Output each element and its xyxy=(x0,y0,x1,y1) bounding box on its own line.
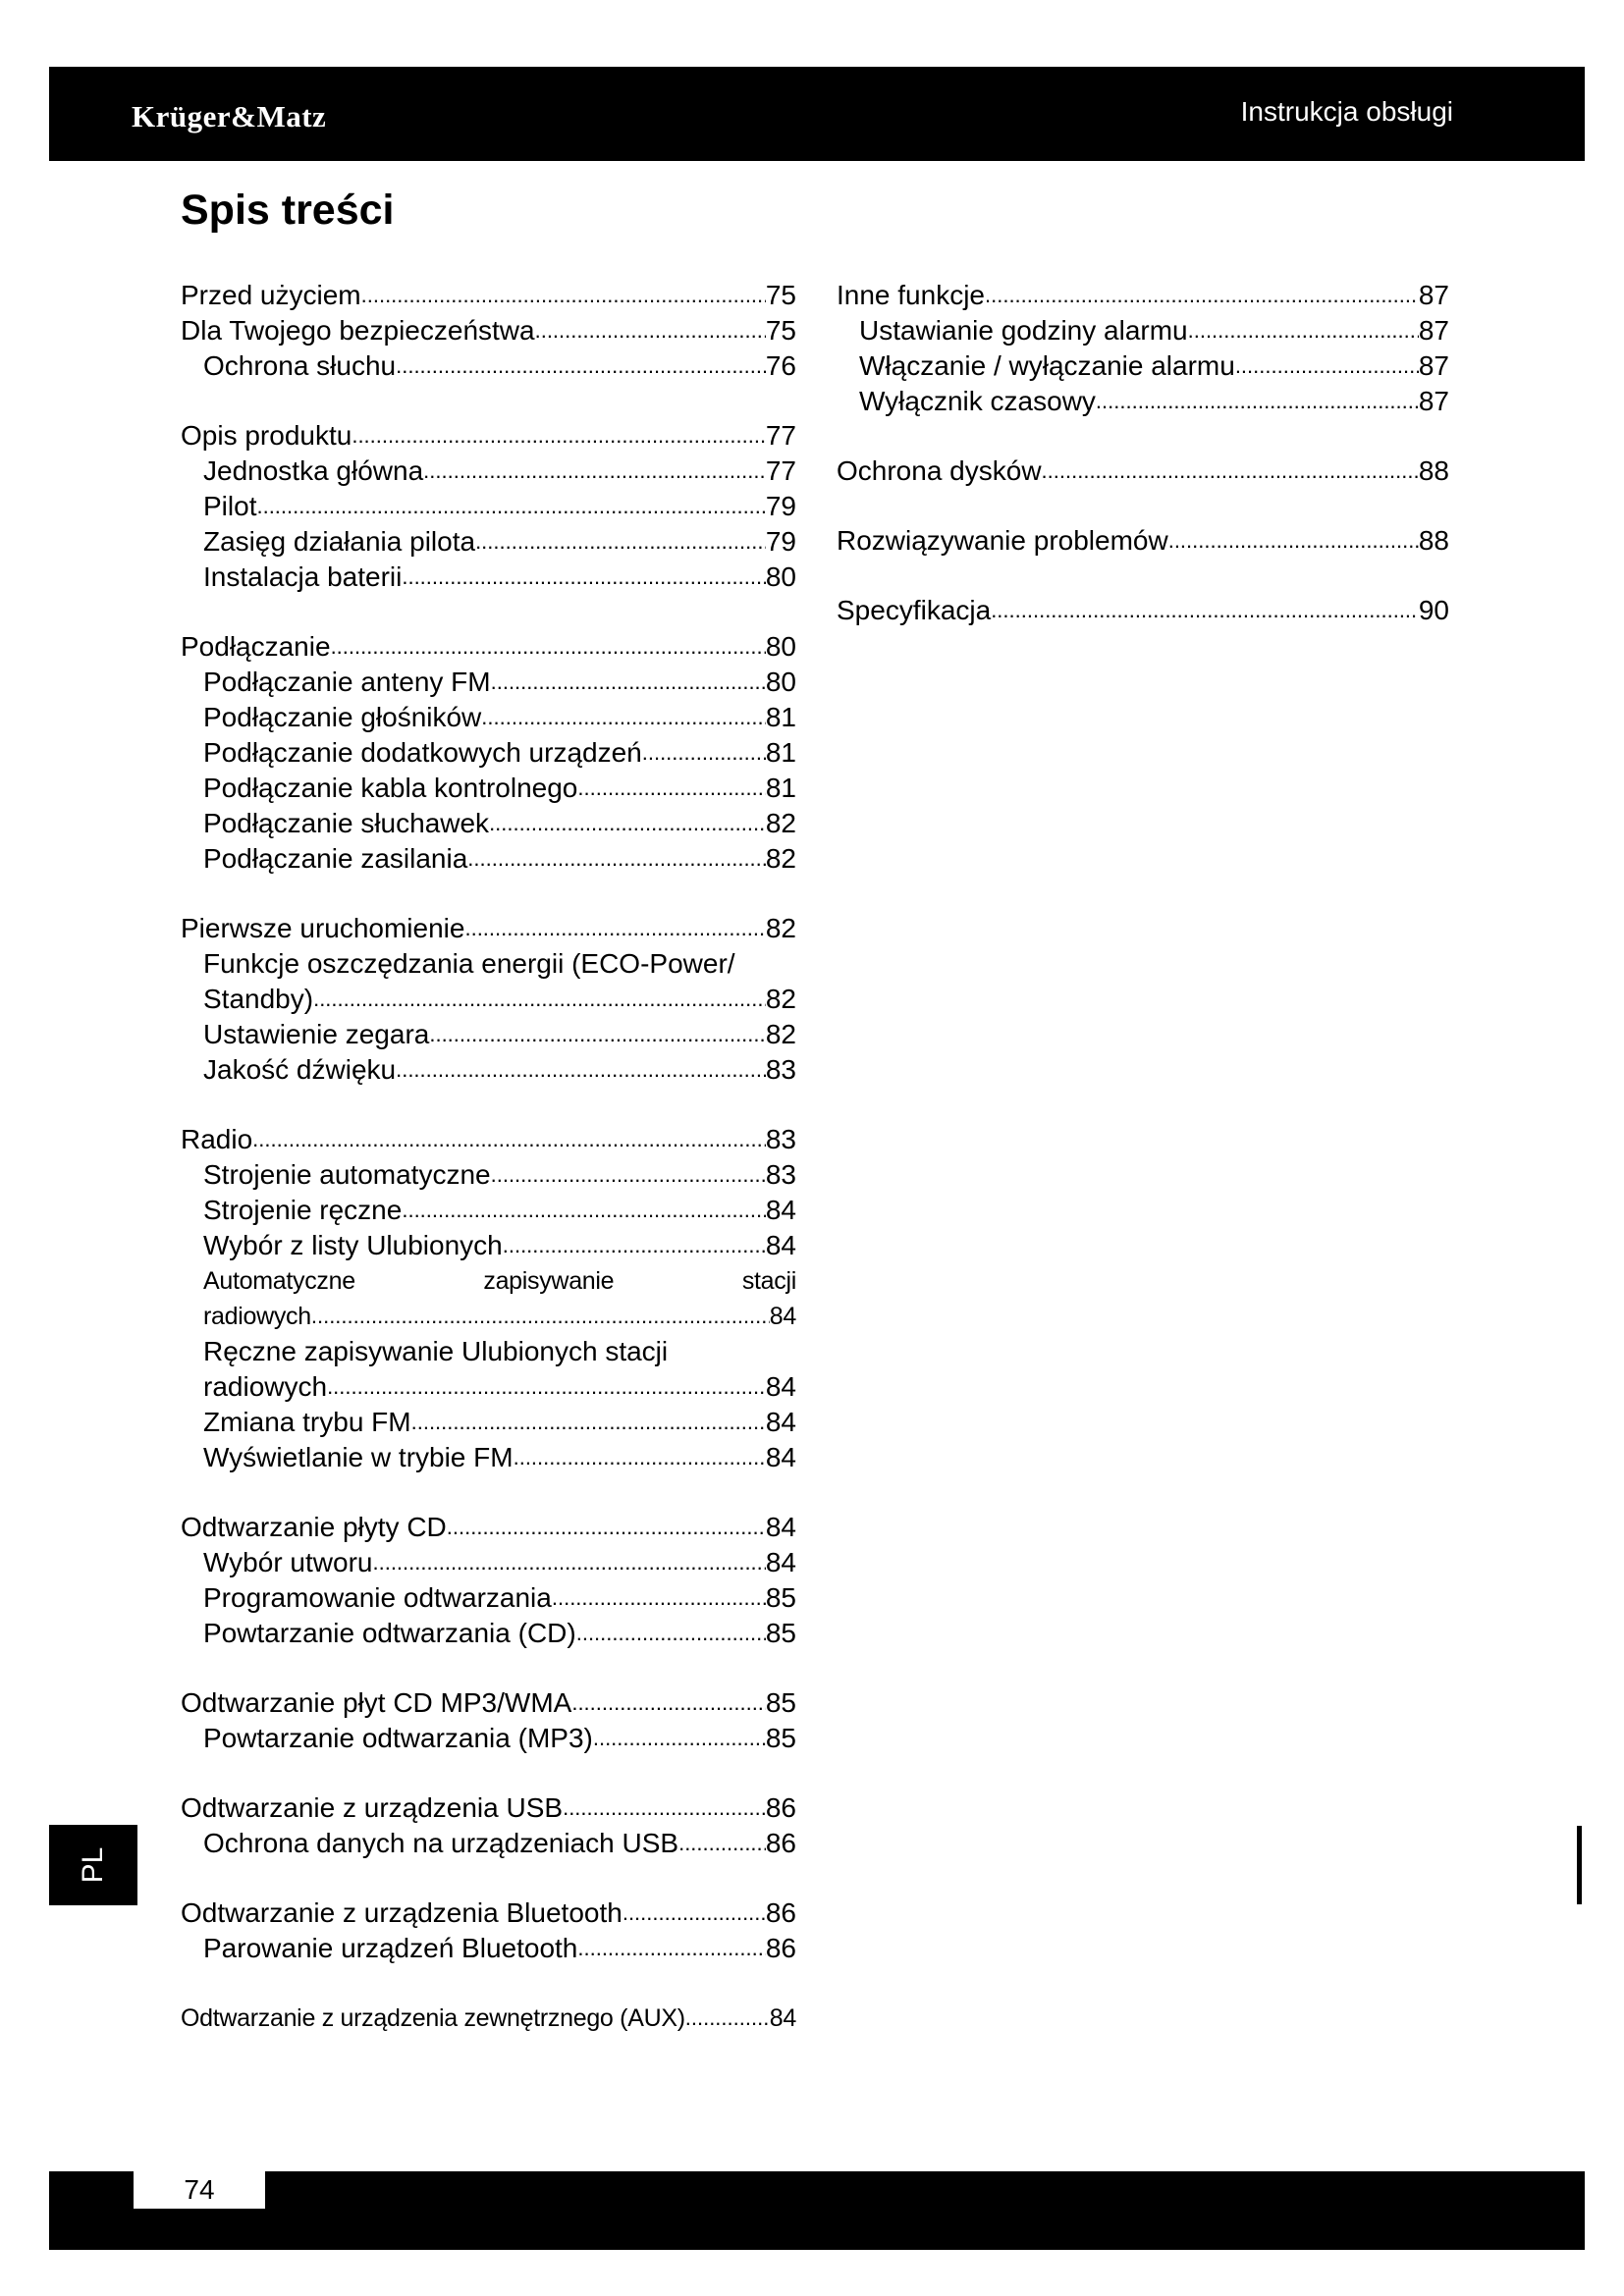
toc-entry-page: 79 xyxy=(765,491,796,521)
page-number: 74 xyxy=(134,2171,265,2209)
toc-entry-label: Wybór utworu xyxy=(203,1547,373,1577)
toc-entry-label: Opis produktu xyxy=(181,420,352,451)
toc-group xyxy=(181,418,796,595)
toc-entry[interactable] xyxy=(181,1228,796,1263)
toc-leader-dots xyxy=(1096,384,1419,419)
toc-entry-page: 84 xyxy=(765,1512,796,1542)
toc-leader-dots xyxy=(423,454,766,489)
toc-entry-label: Włączanie / wyłączanie alarmu xyxy=(859,350,1235,381)
toc-entry-page: 86 xyxy=(765,1792,796,1823)
toc-entry-label: Ochrona słuchu xyxy=(203,350,397,381)
toc-entry-page: 82 xyxy=(765,843,796,874)
toc-entry-label: Rozwiązywanie problemów xyxy=(837,525,1168,556)
toc-entry-page: 77 xyxy=(765,420,796,451)
toc-entry-label: Powtarzanie odtwarzania (MP3) xyxy=(203,1723,593,1753)
toc-entry[interactable] xyxy=(181,1510,796,1545)
toc-entry[interactable] xyxy=(181,911,796,946)
toc-group xyxy=(181,1510,796,1651)
toc-entry[interactable] xyxy=(181,418,796,454)
header-bar xyxy=(49,67,1585,161)
toc-entry[interactable] xyxy=(181,278,796,313)
toc-entry[interactable] xyxy=(181,841,796,877)
language-tab-label: PL xyxy=(77,1846,109,1884)
toc-leader-dots xyxy=(576,1616,766,1651)
toc-group xyxy=(181,1685,796,1756)
toc-entry[interactable] xyxy=(181,1157,796,1193)
toc-leader-dots xyxy=(491,665,766,700)
toc-entry[interactable] xyxy=(181,348,796,384)
toc-entry-label: Odtwarzanie płyty CD xyxy=(181,1512,447,1542)
toc-entry[interactable] xyxy=(837,593,1449,628)
toc-entry-label: Strojenie automatyczne xyxy=(203,1159,491,1190)
toc-entry-page: 85 xyxy=(765,1723,796,1753)
toc-entry-label: Wyświetlanie w trybie FM xyxy=(203,1442,514,1472)
page-title: Spis treści xyxy=(181,187,395,234)
toc-entry-page: 75 xyxy=(765,315,796,346)
toc-leader-dots xyxy=(402,560,766,595)
toc-entry-label: Zmiana trybu FM xyxy=(203,1407,411,1437)
toc-leader-dots xyxy=(1235,348,1419,384)
toc-entry-page: 87 xyxy=(1418,350,1449,381)
toc-entry-label: Podłączanie xyxy=(181,631,331,662)
toc-entry-page: 83 xyxy=(765,1054,796,1085)
toc-entry-label: Radio xyxy=(181,1124,253,1154)
toc-entry-page: 84 xyxy=(765,1230,796,1260)
toc-leader-dots xyxy=(577,771,765,806)
toc-group xyxy=(181,1790,796,1861)
toc-entry-page: 84 xyxy=(765,1195,796,1225)
toc-group xyxy=(181,1896,796,1966)
toc-leader-dots xyxy=(352,418,766,454)
toc-entry[interactable] xyxy=(181,629,796,665)
toc-leader-dots xyxy=(1042,454,1419,489)
toc-entry-label: Powtarzanie odtwarzania (CD) xyxy=(203,1618,576,1648)
toc-entry[interactable] xyxy=(837,523,1449,559)
toc-leader-dots xyxy=(402,1193,766,1228)
toc-entry-label: Strojenie ręczne xyxy=(203,1195,403,1225)
toc-entry-page: 80 xyxy=(765,561,796,592)
toc-entry-label: Ochrona danych na urządzeniach USB xyxy=(203,1828,679,1858)
toc-entry[interactable] xyxy=(181,806,796,841)
toc-entry[interactable] xyxy=(181,1369,796,1405)
toc-entry-label: Standby) xyxy=(203,984,314,1014)
toc-entry[interactable] xyxy=(181,1052,796,1088)
toc-entry-label: Podłączanie dodatkowych urządzeń xyxy=(203,737,642,768)
toc-entry[interactable] xyxy=(181,771,796,806)
header-title: Instrukcja obsługi xyxy=(1240,96,1453,127)
toc-group xyxy=(837,278,1449,419)
toc-entry[interactable] xyxy=(837,313,1449,348)
toc-entry-page: 81 xyxy=(765,702,796,732)
toc-group xyxy=(181,911,796,1088)
toc-leader-dots xyxy=(464,911,765,946)
toc-entry[interactable] xyxy=(181,1685,796,1721)
toc-entry-label: Instalacja baterii xyxy=(203,561,403,592)
toc-leader-dots xyxy=(985,278,1419,313)
toc-entry[interactable] xyxy=(181,700,796,735)
toc-group xyxy=(181,278,796,384)
toc-leader-dots xyxy=(396,1052,766,1088)
toc-entry-page: 84 xyxy=(765,1547,796,1577)
toc-leader-dots xyxy=(467,841,766,877)
toc-leader-dots xyxy=(563,1790,766,1826)
toc-entry[interactable] xyxy=(181,1405,796,1440)
toc-entry[interactable] xyxy=(181,454,796,489)
toc-entry-page: 83 xyxy=(765,1159,796,1190)
toc-entry[interactable] xyxy=(181,1299,796,1334)
toc-entry-page: 87 xyxy=(1418,386,1449,416)
toc-entry[interactable] xyxy=(181,1122,796,1157)
toc-entry-label: Podłączanie słuchawek xyxy=(203,808,490,838)
toc-entry-page: 84 xyxy=(769,1303,796,1330)
toc-entry[interactable] xyxy=(181,1334,796,1369)
toc-entry[interactable] xyxy=(181,665,796,700)
toc-leader-dots xyxy=(593,1721,766,1756)
toc-entry-label: Pilot xyxy=(203,491,257,521)
toc-leader-dots xyxy=(396,348,766,384)
toc-leader-dots xyxy=(991,593,1419,628)
toc-entry-label: Pierwsze uruchomienie xyxy=(181,913,465,943)
toc-entry-page: 80 xyxy=(765,631,796,662)
toc-leader-dots xyxy=(685,2001,770,2036)
toc-leader-dots xyxy=(256,489,765,524)
toc-entry[interactable] xyxy=(181,1616,796,1651)
toc-entry-page: 86 xyxy=(765,1897,796,1928)
toc-entry-page: 86 xyxy=(765,1828,796,1858)
toc-entry-label: Jakość dźwięku xyxy=(203,1054,397,1085)
toc-leader-dots xyxy=(447,1510,766,1545)
toc-entry[interactable] xyxy=(181,1790,796,1826)
toc-group xyxy=(181,629,796,877)
toc-leader-dots xyxy=(311,1299,770,1334)
toc-entry-page: 77 xyxy=(765,455,796,486)
toc-leader-dots xyxy=(327,1369,766,1405)
toc-entry[interactable] xyxy=(181,1826,796,1861)
toc-entry-page: 84 xyxy=(769,2004,796,2032)
toc-entry-label: Automatyczne zapisywanie stacji xyxy=(203,1267,796,1295)
toc-leader-dots xyxy=(1188,313,1419,348)
toc-entry-label: Funkcje oszczędzania energii (ECO-Power/ xyxy=(203,948,735,979)
toc-entry-page: 75 xyxy=(765,280,796,310)
toc-leader-dots xyxy=(411,1405,766,1440)
toc-group xyxy=(181,1122,796,1475)
toc-entry-page: 86 xyxy=(765,1933,796,1963)
toc-leader-dots xyxy=(313,982,766,1017)
toc-entry-label: Odtwarzanie płyt CD MP3/WMA xyxy=(181,1687,572,1718)
toc-entry-label: Zasięg działania pilota xyxy=(203,526,476,557)
toc-entry[interactable] xyxy=(837,454,1449,489)
toc-leader-dots xyxy=(514,1440,766,1475)
toc-leader-dots xyxy=(1168,523,1419,559)
toc-entry[interactable] xyxy=(837,278,1449,313)
toc-entry-label: Wybór z listy Ulubionych xyxy=(203,1230,503,1260)
toc-leader-dots xyxy=(623,1896,766,1931)
toc-entry-label: Odtwarzanie z urządzenia zewnętrznego (AUX) xyxy=(181,2004,685,2032)
toc-entry-label: Odtwarzanie z urządzenia Bluetooth xyxy=(181,1897,623,1928)
toc-entry-label: Ochrona dysków xyxy=(837,455,1042,486)
toc-left-column xyxy=(181,278,796,2070)
toc-entry[interactable] xyxy=(181,489,796,524)
toc-entry[interactable] xyxy=(181,1440,796,1475)
toc-entry-page: 81 xyxy=(765,737,796,768)
toc-entry-page: 82 xyxy=(765,1019,796,1049)
toc-entry[interactable] xyxy=(181,1193,796,1228)
toc-entry[interactable] xyxy=(181,946,796,982)
toc-entry[interactable] xyxy=(181,560,796,595)
toc-entry-page: 80 xyxy=(765,667,796,697)
toc-entry[interactable] xyxy=(837,384,1449,419)
toc-entry-label: Podłączanie anteny FM xyxy=(203,667,491,697)
toc-entry-page: 76 xyxy=(765,350,796,381)
toc-entry-label: Programowanie odtwarzania xyxy=(203,1582,552,1613)
toc-entry-page: 81 xyxy=(765,773,796,803)
toc-leader-dots xyxy=(491,1157,766,1193)
toc-group xyxy=(837,593,1449,628)
toc-entry-label: Ręczne zapisywanie Ulubionych stacji xyxy=(203,1336,669,1366)
toc-leader-dots xyxy=(429,1017,766,1052)
toc-entry[interactable] xyxy=(181,1896,796,1931)
toc-right-column xyxy=(837,278,1449,663)
toc-entry-label: Odtwarzanie z urządzenia USB xyxy=(181,1792,564,1823)
toc-entry[interactable] xyxy=(181,982,796,1017)
toc-entry[interactable] xyxy=(181,1263,796,1299)
toc-entry-page: 85 xyxy=(765,1582,796,1613)
toc-entry-label: Parowanie urządzeń Bluetooth xyxy=(203,1933,578,1963)
toc-entry-page: 83 xyxy=(765,1124,796,1154)
toc-entry-label: Podłączanie głośników xyxy=(203,702,482,732)
toc-entry-label: Przed użyciem xyxy=(181,280,361,310)
toc-entry-label: Wyłącznik czasowy xyxy=(859,386,1096,416)
toc-group xyxy=(837,454,1449,489)
toc-entry-page: 87 xyxy=(1418,280,1449,310)
toc-entry-page: 88 xyxy=(1418,455,1449,486)
toc-entry[interactable] xyxy=(181,1721,796,1756)
toc-entry-page: 90 xyxy=(1418,595,1449,625)
toc-entry-label: Podłączanie zasilania xyxy=(203,843,468,874)
toc-leader-dots xyxy=(577,1931,765,1966)
toc-entry-page: 84 xyxy=(765,1407,796,1437)
toc-leader-dots xyxy=(475,524,766,560)
toc-entry-page: 88 xyxy=(1418,525,1449,556)
toc-leader-dots xyxy=(481,700,766,735)
toc-entry[interactable] xyxy=(181,1017,796,1052)
brand-logo: Krüger&Matz xyxy=(132,99,327,133)
toc-entry-label: Ustawianie godziny alarmu xyxy=(859,315,1188,346)
toc-leader-dots xyxy=(678,1826,766,1861)
toc-leader-dots xyxy=(489,806,766,841)
toc-leader-dots xyxy=(571,1685,766,1721)
toc-leader-dots xyxy=(642,735,766,771)
toc-entry[interactable] xyxy=(181,524,796,560)
toc-leader-dots xyxy=(535,313,766,348)
toc-leader-dots xyxy=(361,278,766,313)
toc-entry-label: Ustawienie zegara xyxy=(203,1019,430,1049)
toc-entry-page: 82 xyxy=(765,984,796,1014)
footer-bar xyxy=(49,2171,1585,2250)
toc-entry[interactable] xyxy=(181,1931,796,1966)
toc-entry-page: 84 xyxy=(765,1442,796,1472)
toc-entry-page: 85 xyxy=(765,1618,796,1648)
toc-entry-page: 85 xyxy=(765,1687,796,1718)
toc-entry-label: Jednostka główna xyxy=(203,455,424,486)
toc-leader-dots xyxy=(331,629,766,665)
toc-leader-dots xyxy=(372,1545,765,1580)
toc-entry[interactable] xyxy=(181,1545,796,1580)
toc-entry-page: 82 xyxy=(765,913,796,943)
toc-leader-dots xyxy=(552,1580,766,1616)
toc-entry[interactable] xyxy=(181,313,796,348)
toc-entry-label: radiowych xyxy=(203,1371,328,1402)
toc-entry-label: Specyfikacja xyxy=(837,595,992,625)
toc-entry[interactable] xyxy=(181,735,796,771)
toc-group xyxy=(181,2001,796,2036)
toc-entry-label: Inne funkcje xyxy=(837,280,985,310)
language-tab xyxy=(49,1825,137,1905)
toc-entry-page: 84 xyxy=(765,1371,796,1402)
toc-group xyxy=(837,523,1449,559)
side-marker xyxy=(1577,1826,1582,1904)
toc-entry-label: Podłączanie kabla kontrolnego xyxy=(203,773,578,803)
toc-entry-page: 82 xyxy=(765,808,796,838)
toc-entry[interactable] xyxy=(837,348,1449,384)
toc-entry-page: 79 xyxy=(765,526,796,557)
toc-entry-label: radiowych xyxy=(203,1303,311,1330)
toc-leader-dots xyxy=(252,1122,766,1157)
toc-leader-dots xyxy=(503,1228,766,1263)
toc-entry-label: Dla Twojego bezpieczeństwa xyxy=(181,315,535,346)
toc-entry-page: 87 xyxy=(1418,315,1449,346)
toc-entry[interactable] xyxy=(181,2001,796,2036)
toc-entry[interactable] xyxy=(181,1580,796,1616)
